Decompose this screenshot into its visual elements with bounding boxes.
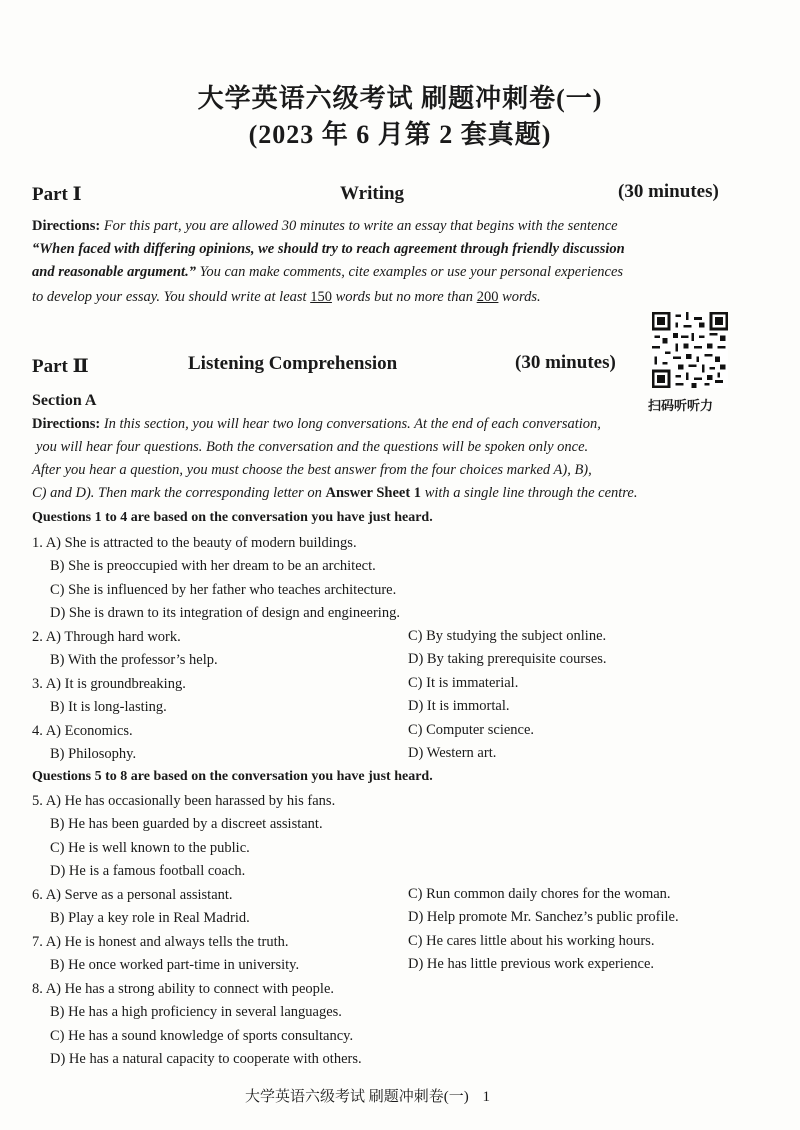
q8-option-c: C) He has a sound knowledge of sports consultancy. [50, 1028, 354, 1044]
section-a-heading: Section A [32, 392, 97, 409]
part1-time: (30 minutes) [618, 181, 719, 202]
q1-option-a: 1. A) She is attracted to the beauty of modern buildings. [32, 535, 357, 551]
qr-code-icon[interactable] [652, 312, 728, 388]
q6-option-c: C) Run common daily chores for the woman. [408, 886, 671, 902]
q4-option-d: D) Western art. [408, 745, 497, 761]
part2-directions-line3: After you hear a question, you must choose the best answer from the four choices marked A), B), [32, 462, 592, 478]
q6-option-a: 6. A) Serve as a personal assistant. [32, 887, 233, 903]
footer-title: 大学英语六级考试 刷题冲刺卷(一) [245, 1089, 469, 1105]
q7-option-d: D) He has little previous work experience. [408, 956, 655, 972]
q5-option-a: 5. A) He has occasionally been harassed by his fans. [32, 793, 336, 809]
qr-caption: 扫码听听力 [648, 399, 714, 414]
page-title: 大学英语六级考试 刷题冲刺卷(一) [197, 84, 603, 113]
question-group-heading-2: Questions 5 to 8 are based on the conversation you have just heard. [32, 769, 433, 784]
page-footer [245, 1085, 490, 1106]
part2-directions-line1: Directions: In this section, you will hear two long conversations. At the end of each conversation, [32, 416, 601, 432]
q2-option-b: B) With the professor’s help. [50, 652, 218, 668]
directions-label: Directions: [32, 416, 101, 432]
part1-directions-line2: “When faced with differing opinions, we should try to reach agreement through friendly discussion [32, 241, 625, 257]
part1-title: Writing [340, 183, 405, 204]
directions-label: Directions: [32, 218, 101, 234]
part2-label: Part Ⅱ [32, 356, 89, 377]
q8-option-a: 8. A) He has a strong ability to connect with people. [32, 981, 335, 997]
q8-option-b: B) He has a high proficiency in several languages. [50, 1004, 342, 1020]
part2-time: (30 minutes) [515, 352, 616, 373]
q3-option-a: 3. A) It is groundbreaking. [32, 676, 186, 692]
q2-option-a: 2. A) Through hard work. [32, 629, 181, 645]
q7-option-c: C) He cares little about his working hours. [408, 933, 655, 949]
q6-option-b: B) Play a key role in Real Madrid. [50, 910, 250, 926]
q1-option-c: C) She is influenced by her father who teaches architecture. [50, 582, 397, 598]
q7-option-a: 7. A) He is honest and always tells the truth. [32, 934, 289, 950]
max-words: 200 [476, 289, 499, 305]
q3-option-d: D) It is immortal. [408, 698, 510, 714]
part1-directions-line4: to develop your essay. You should write at least 150 words but no more than 200 words. [32, 289, 541, 305]
q3-option-b: B) It is long-lasting. [50, 699, 167, 715]
q7-option-b: B) He once worked part-time in university. [50, 957, 300, 973]
q3-option-c: C) It is immaterial. [408, 675, 519, 691]
part2-directions-line2: you will hear four questions. Both the conversation and the questions will be spoken only once. [36, 439, 589, 455]
min-words: 150 [310, 289, 332, 305]
q5-option-b: B) He has been guarded by a discreet assistant. [50, 816, 323, 832]
q5-option-c: C) He is well known to the public. [50, 840, 250, 856]
q5-option-d: D) He is a famous football coach. [50, 863, 246, 879]
question-group-heading-1: Questions 1 to 4 are based on the conversation you have just heard. [32, 510, 433, 525]
q2-option-c: C) By studying the subject online. [408, 628, 607, 644]
part1-label: Part Ⅰ [32, 184, 82, 205]
q8-option-d: D) He has a natural capacity to cooperate with others. [50, 1051, 362, 1067]
q4-option-c: C) Computer science. [408, 722, 535, 738]
page-number: 1 [482, 1089, 490, 1105]
q1-option-b: B) She is preoccupied with her dream to be an architect. [50, 558, 376, 574]
q6-option-d: D) Help promote Mr. Sanchez’s public profile. [408, 909, 679, 925]
part2-title: Listening Comprehension [188, 353, 398, 374]
part1-directions-line3: and reasonable argument.” You can make comments, cite examples or use your personal experiences [32, 264, 624, 280]
page-subtitle: (2023 年 6 月第 2 套真题) [248, 120, 552, 149]
part2-directions-line4: C) and D). Then mark the corresponding letter on Answer Sheet 1 with a single line through the centre. [32, 485, 638, 501]
q4-option-b: B) Philosophy. [50, 746, 137, 762]
q1-option-d: D) She is drawn to its integration of design and engineering. [50, 605, 400, 621]
part1-directions-line1: Directions: For this part, you are allowed 30 minutes to write an essay that begins with the sentence [32, 218, 618, 234]
q4-option-a: 4. A) Economics. [32, 723, 133, 739]
q2-option-d: D) By taking prerequisite courses. [408, 651, 607, 667]
